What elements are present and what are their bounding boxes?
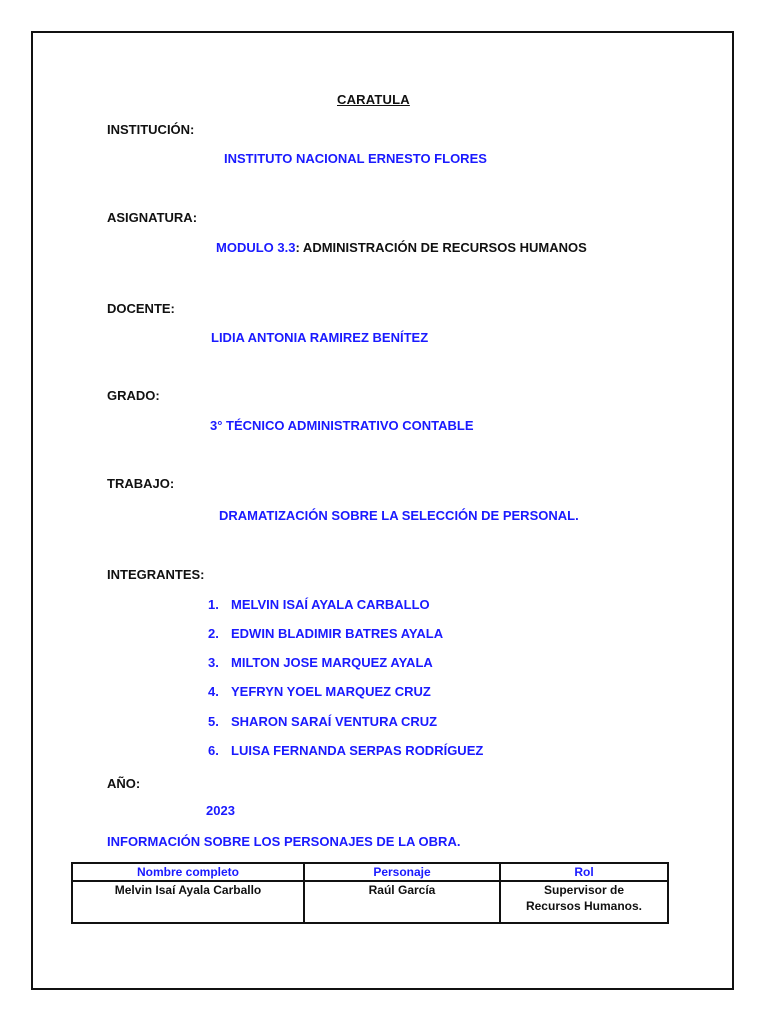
integrante-number: 2. (208, 626, 219, 641)
asignatura-label: ASIGNATURA: (107, 210, 198, 225)
integrante-number: 3. (208, 655, 219, 670)
trabajo-label: TRABAJO: (107, 476, 175, 491)
integrante-number: 4. (208, 684, 219, 699)
column-header-personaje: Personaje (304, 863, 500, 881)
table-row (72, 881, 668, 923)
cell-rol (500, 881, 668, 923)
asignatura-value (216, 240, 587, 256)
docente-value: LIDIA ANTONIA RAMIREZ BENÍTEZ (211, 330, 429, 345)
integrante-item (208, 743, 483, 759)
page-title: CARATULA (337, 92, 410, 107)
info-heading: INFORMACIÓN SOBRE LOS PERSONAJES DE LA OBRA. (107, 834, 461, 849)
column-header-rol: Rol (500, 863, 668, 881)
cell-nombre: Melvin Isaí Ayala Carballo (72, 881, 304, 923)
integrante-name: LUISA FERNANDA SERPAS RODRÍGUEZ (231, 743, 484, 758)
integrante-name: MELVIN ISAÍ AYALA CARBALLO (231, 597, 430, 612)
institucion-value: INSTITUTO NACIONAL ERNESTO FLORES (224, 151, 487, 166)
asignatura-text: : ADMINISTRACIÓN DE RECURSOS HUMANOS (295, 240, 587, 255)
integrante-item (208, 597, 430, 613)
anio-value: 2023 (206, 803, 235, 818)
column-header-nombre: Nombre completo (72, 863, 304, 881)
integrante-number: 1. (208, 597, 219, 612)
anio-label: AÑO: (107, 776, 141, 791)
docente-label: DOCENTE: (107, 301, 175, 316)
cell-personaje: Raúl García (304, 881, 500, 923)
institucion-label: INSTITUCIÓN: (107, 122, 195, 137)
grado-value: 3° TÉCNICO ADMINISTRATIVO CONTABLE (210, 418, 474, 433)
integrante-name: SHARON SARAÍ VENTURA CRUZ (231, 714, 438, 729)
asignatura-code: MODULO 3.3 (216, 240, 296, 255)
integrante-item (208, 684, 431, 700)
integrante-name: MILTON JOSE MARQUEZ AYALA (231, 655, 433, 670)
cast-table (71, 862, 669, 924)
trabajo-value: DRAMATIZACIÓN SOBRE LA SELECCIÓN DE PERSONAL. (219, 508, 579, 523)
grado-label: GRADO: (107, 388, 160, 403)
integrante-name: YEFRYN YOEL MARQUEZ CRUZ (231, 684, 431, 699)
integrante-item (208, 714, 437, 730)
integrante-name: EDWIN BLADIMIR BATRES AYALA (231, 626, 444, 641)
integrantes-label: INTEGRANTES: (107, 567, 205, 582)
integrante-number: 5. (208, 714, 219, 729)
cell-rol-line2: Recursos Humanos. (525, 899, 643, 913)
integrante-number: 6. (208, 743, 219, 758)
cell-rol-line1: Supervisor de (543, 883, 625, 897)
integrante-item (208, 626, 443, 642)
integrante-item (208, 655, 433, 671)
table-header-row (72, 863, 668, 881)
